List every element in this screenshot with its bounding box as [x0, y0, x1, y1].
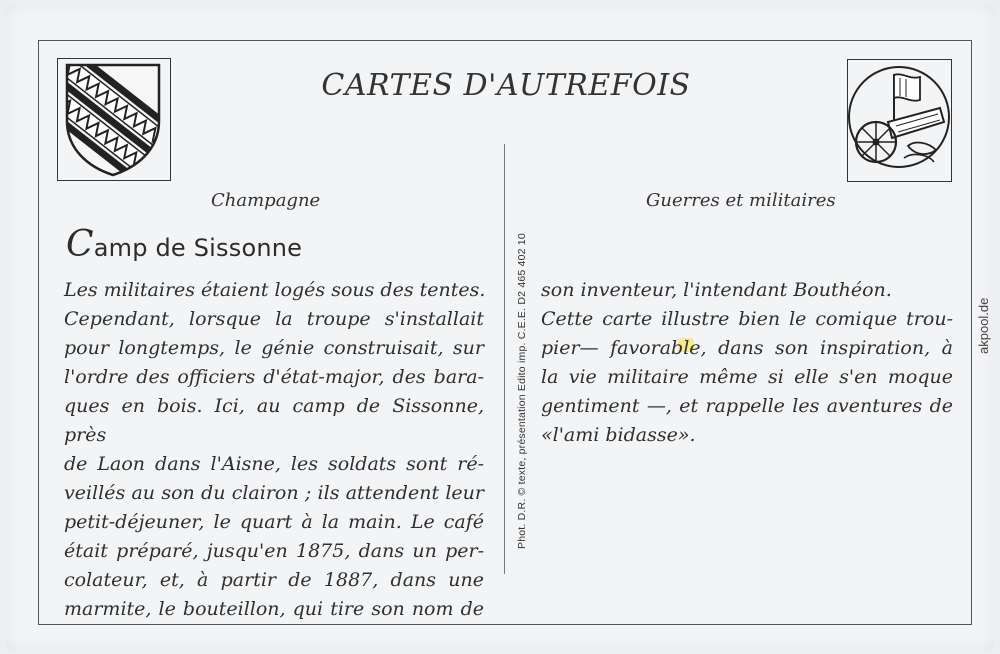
text-line: marmite, le bouteillon, qui tire son nom de: [64, 598, 484, 620]
coat-of-arms-icon: [58, 59, 169, 179]
text-line: Les militaires étaient logés sous des tentes.: [64, 279, 486, 301]
text-line: «l'ami bidasse».: [541, 424, 696, 446]
watermark: akpool.de: [976, 297, 991, 354]
text-line: colateur, et, à partir de 1887, dans une: [64, 569, 484, 591]
photo-credits: Phot. D.R. © texte, présentation Edito imp. C.E.E. D2 465 402 10: [516, 233, 528, 549]
text-line: Cependant, lorsque la troupe s'installait: [64, 308, 484, 330]
text-line: la vie militaire même si elle s'en moque: [541, 366, 953, 388]
text-line: son inventeur, l'intendant Bouthéon.: [541, 279, 892, 301]
text-line: pour longtemps, le génie construisait, sur: [64, 337, 484, 359]
text-line: petit-déjeuner, le quart à la main. Le café: [64, 511, 484, 533]
region-label: Champagne: [211, 190, 321, 211]
text-line: de Laon dans l'Aisne, les soldats sont ré-: [64, 453, 484, 475]
theme-label: Guerres et militaires: [646, 190, 836, 211]
left-body-text: [64, 276, 484, 624]
cannon-icon: [848, 60, 950, 180]
coat-of-arms-box: [57, 58, 171, 181]
cannon-emblem-box: [847, 59, 952, 182]
heading-rest: amp de Sissonne: [93, 234, 303, 262]
text-line: Cette carte illustre bien le comique trou-: [541, 308, 953, 330]
right-body-text: [541, 276, 953, 450]
heading-initial: C: [66, 224, 94, 265]
column-divider: [504, 144, 505, 574]
text-line: gentiment —, et rappelle les aventures de: [541, 395, 953, 417]
text-line: l'ordre des officiers d'état-major, des bara-: [64, 366, 484, 388]
page-title: CARTES D'AUTREFOIS: [321, 68, 691, 103]
text-line: pier— favorable, dans son inspiration, à: [541, 337, 953, 359]
postcard-back: [6, 4, 994, 650]
text-line: ques en bois. Ici, au camp de Sissonne, près: [64, 395, 484, 446]
text-line: veillés au son du clairon ; ils attendent leur: [64, 482, 484, 504]
card-heading: [66, 224, 302, 265]
text-line: était préparé, jusqu'en 1875, dans un per-: [64, 540, 484, 562]
